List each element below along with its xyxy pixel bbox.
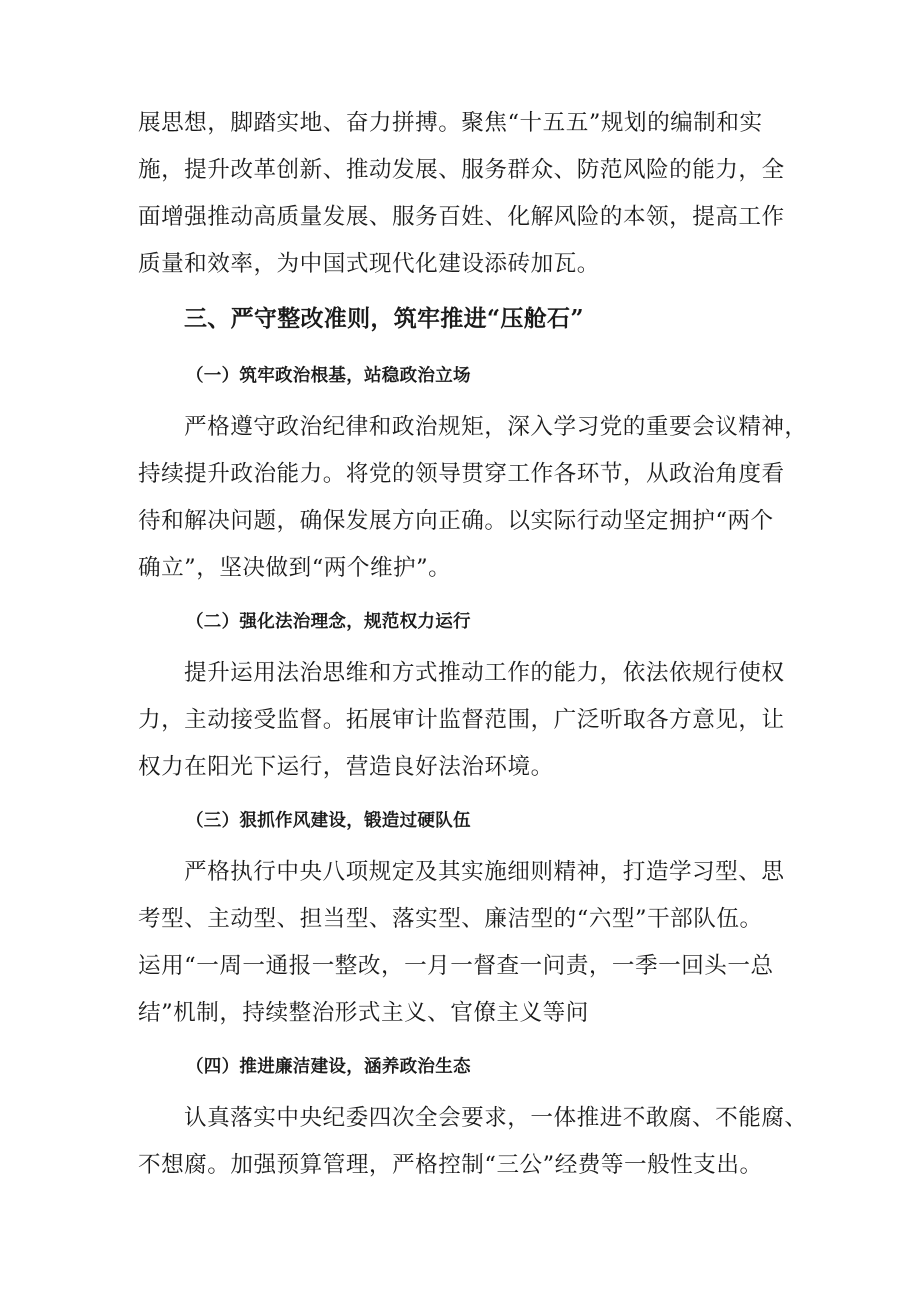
paragraph-line: 结”机制，持续整治形式主义、官僚主义等问 bbox=[138, 1000, 589, 1026]
paragraph-line: 质量和效率，为中国式现代化建设添砖加瓦。 bbox=[138, 251, 600, 277]
paragraph-line: 施，提升改革创新、推动发展、服务群众、防范风险的能力，全 bbox=[138, 157, 785, 183]
subsection-paragraph bbox=[138, 849, 818, 1037]
subsection-paragraph bbox=[138, 1095, 818, 1189]
paragraph-line: 严格执行中央八项规定及其实施细则精神，打造学习型、思 bbox=[184, 859, 785, 885]
paragraph-line: 面增强推动高质量发展、服务百姓、化解风险的本领，提高工作 bbox=[138, 204, 785, 230]
paragraph-line: 严格遵守政治纪律和政治规矩，深入学习党的重要会议精神， bbox=[184, 414, 808, 440]
subsection-heading: （一）筑牢政治根基，站稳政治立场 bbox=[186, 366, 471, 386]
paragraph-line: 力，主动接受监督。拓展审计监督范围，广泛听取各方意见，让 bbox=[138, 707, 785, 733]
paragraph-line: 确立”，坚决做到“两个维护”。 bbox=[138, 555, 452, 581]
paragraph-line: 权力在阳光下运行，营造良好法治环境。 bbox=[138, 754, 554, 780]
subsection-heading: （三）狠抓作风建设，锻造过硬队伍 bbox=[186, 811, 471, 831]
document-page bbox=[138, 100, 818, 1191]
paragraph-line: 持续提升政治能力。将党的领导贯穿工作各环节，从政治角度看 bbox=[138, 461, 785, 487]
paragraph-line: 展思想，脚踏实地、奋力拼搏。聚焦“十五五”规划的编制和实 bbox=[138, 110, 763, 136]
section-heading: 三、严守整改准则，筑牢推进“压舱石” bbox=[184, 305, 584, 332]
intro-paragraph bbox=[138, 100, 818, 288]
paragraph-line: 提升运用法治思维和方式推动工作的能力，依法依规行使权 bbox=[184, 660, 785, 686]
paragraph-line: 待和解决问题，确保发展方向正确。以实际行动坚定拥护“两个 bbox=[138, 508, 774, 534]
subsection-heading: （二）强化法治理念，规范权力运行 bbox=[186, 612, 471, 632]
paragraph-line: 认真落实中央纪委四次全会要求，一体推进不敢腐、不能腐、 bbox=[184, 1105, 808, 1131]
paragraph-line: 不想腐。加强预算管理，严格控制“三公”经费等一般性支出。 bbox=[138, 1152, 763, 1178]
subsection-paragraph bbox=[138, 404, 818, 592]
subsection-paragraph bbox=[138, 650, 818, 791]
paragraph-line: 考型、主动型、担当型、落实型、廉洁型的“六型”干部队伍。 bbox=[138, 906, 763, 932]
paragraph-line: 运用“一周一通报一整改，一月一督查一问责，一季一回头一总 bbox=[138, 953, 774, 979]
subsection-heading: （四）推进廉洁建设，涵养政治生态 bbox=[186, 1057, 471, 1077]
